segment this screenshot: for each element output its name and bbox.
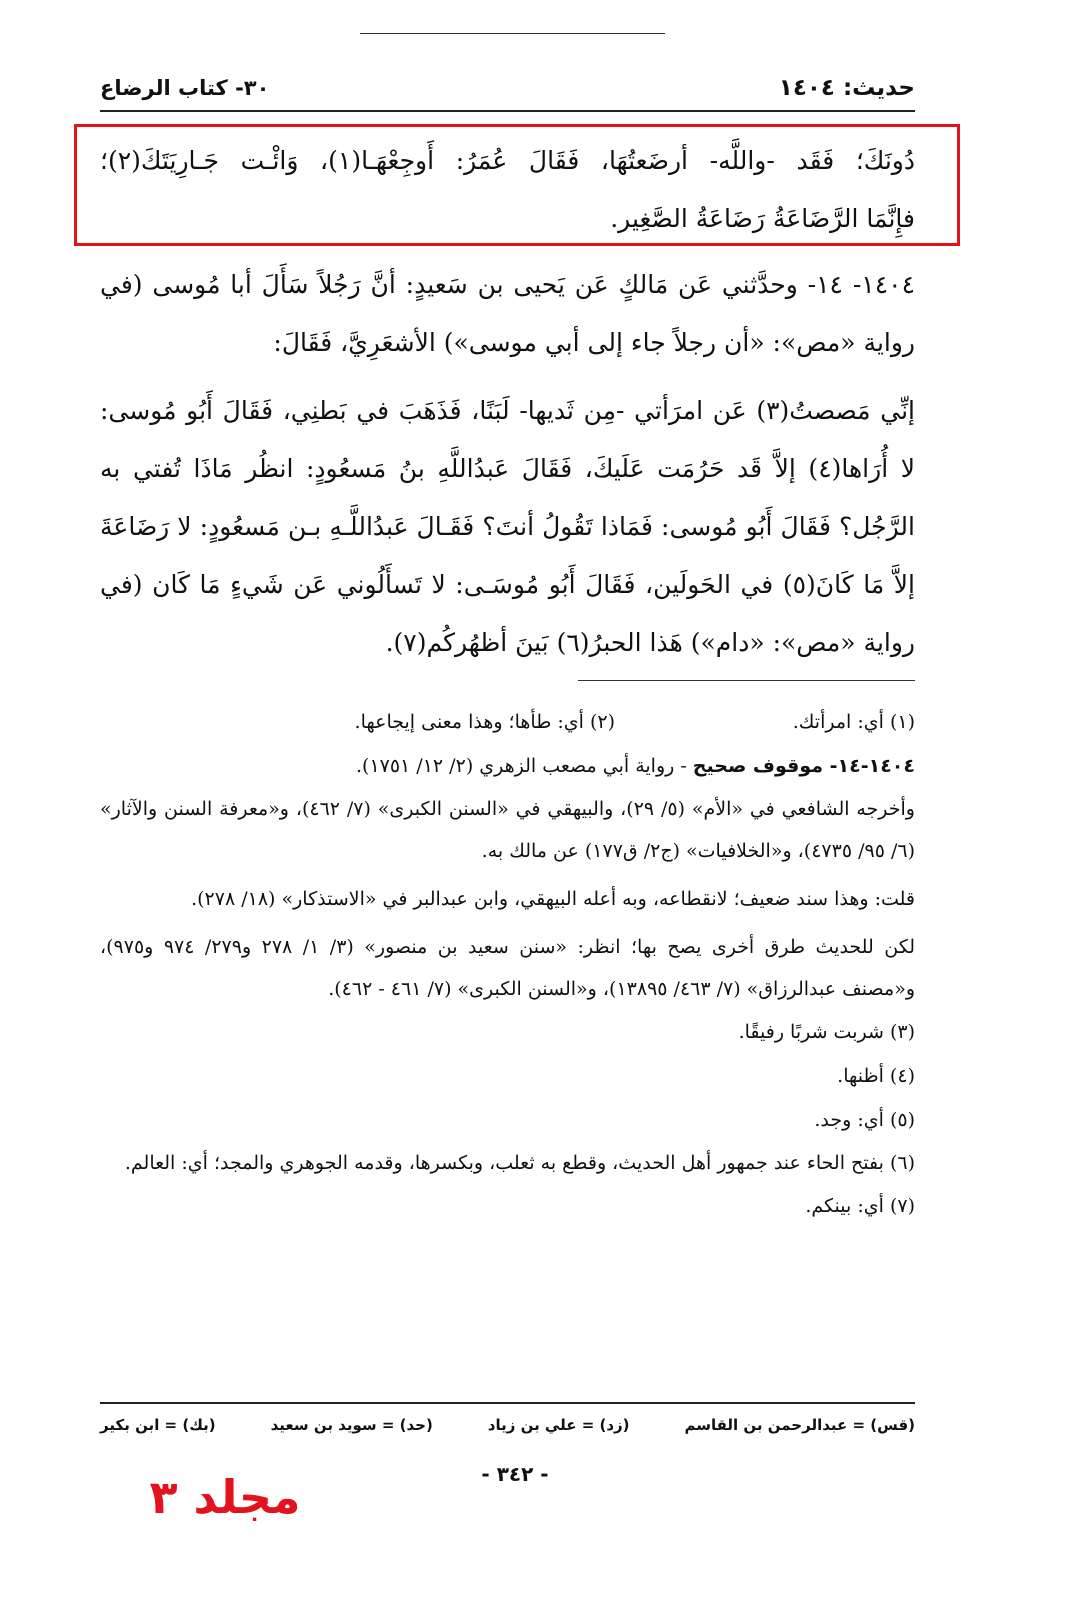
abbrev-hd: (حد) = سويد بن سعيد [270, 1416, 433, 1434]
footnote-rule [578, 680, 915, 681]
grade-label: ١٤٠٤-١٤- موقوف صحيح [692, 755, 915, 777]
chapter-title: ٣٠- كتاب الرضاع [100, 76, 270, 100]
abbrev-qs: (قس) = عبدالرحمن بن القاسم [684, 1416, 915, 1434]
hadith-paragraph: ١٤٠٤- ١٤- وحدَّثني عَن مَالكٍ عَن يَحيى بن سَعيدٍ: أنَّ رَجُلاً سَأَلَ أبا مُوسى (في رواية «مص»: «أن رجلاً جاء إلى أبي موسى») الأشعَرِيَّ، فَقَالَ: [100, 270, 915, 357]
footnote: (١) أي: امرأتك. [792, 711, 915, 733]
footnotes [100, 700, 915, 1228]
hadith-number: حديث: ١٤٠٤ [778, 75, 915, 101]
footnote: (٥) أي: وجد. [814, 1109, 915, 1131]
takhrij-note: وأخرجه الشافعي في «الأم» (٥/ ٢٩)، والبيهقي في «السنن الكبرى» (٧/ ٤٦٢)، و«معرفة السنن والآثار» (٦/ ٩٥/ ٤٧٣٥)، و«الخلافيات» (ج٢/ ق١٧٧) عن مالك به. [100, 798, 915, 862]
footnote: (٤) أظنها. [837, 1065, 915, 1087]
qult-note: قلت: وهذا سند ضعيف؛ لانقطاعه، وبه أعله البيهقي، وابن عبدالبر في «الاستذكار» (١٨/ ٢٧٨). [191, 888, 915, 910]
highlighted-text [100, 132, 915, 248]
lakin-note: لكن للحديث طرق أخرى يصح بها؛ انظر: «سنن سعيد بن منصور» (٣/ ١/ ٢٧٨ و٢٧٩/ ٩٧٤ و٩٧٥)، و«مصنف عبدالرزاق» (٧/ ٤٦٣/ ١٣٨٩٥)، و«السنن الكبرى» (٧/ ٤٦١ - ٤٦٢). [100, 936, 915, 1000]
abbreviations-legend [100, 1408, 915, 1442]
hadith-paragraph: إنِّي مَصصتُ(٣) عَن امرَأتي -مِن ثَديها- لَبَنًا، فَذَهَبَ في بَطنِي، فَقَالَ أَبُو مُوسى: لا أُرَاها(٤) إلاَّ قَد حَرُمَت عَلَيكَ، فَقَالَ عَبدُاللَّهِ بنُ مَسعُودٍ: انظُر مَاذَا تُفتي به الرَّجُل؟ فَقَالَ أَبُو مُوسى: فَمَاذا تَقُولُ أنتَ؟ فَقَـالَ عَبدُاللَّـهِ بـن مَسعُودٍ: لا رَضَاعَةَ إلاَّ مَا كَانَ(٥) في الحَولَين، فَقَالَ أَبُو مُوسَـى: لا تَسأَلُوني عَن شَيءٍ مَا كَان (في رواية «مص»: «دام») هَذا الحبرُ(٦) بَينَ أظهُركُم(٧). [100, 396, 915, 657]
footnote: (٦) بفتح الحاء عند جمهور أهل الحديث، وقطع به ثعلب، وبكسرها، وقدمه الجوهري والمجد؛ أي: العالم. [124, 1152, 915, 1174]
volume-stamp: مجلد ٣ [149, 1470, 301, 1524]
highlighted-line: فإِنَّمَا الرَّضَاعَةُ رَضَاعَةُ الصَّغِير. [610, 204, 915, 233]
page-header [100, 70, 915, 106]
bottom-rule [100, 1402, 915, 1404]
page-number: - ٣٤٢ - [481, 1462, 549, 1486]
grade-source: - رواية أبي مصعب الزهري (٢/ ١٢/ ١٧٥١). [355, 755, 693, 777]
footnote: (٧) أي: بينكم. [805, 1195, 915, 1217]
hadith-body [100, 256, 915, 672]
abbrev-zd: (زد) = علي بن زياد [487, 1416, 630, 1434]
top-rule [360, 33, 665, 34]
footnote: (٢) أي: طأها؛ وهذا معنى إيجاعها. [354, 711, 615, 733]
highlighted-line: دُونَكَ؛ فَقَد -واللَّه- أرضَعتُهَا، فَقَالَ عُمَرُ: أَوجِعْهَـا(١)، وَائْـت جَـارِيَتَكَ(٢)؛ [100, 146, 915, 175]
grade-line [100, 744, 915, 788]
footnote: (٣) شربت شربًا رفيقًا. [738, 1021, 915, 1043]
header-rule [100, 110, 915, 112]
abbrev-bk: (بك) = ابن بكير [100, 1416, 216, 1434]
footnote-pair [100, 700, 915, 744]
